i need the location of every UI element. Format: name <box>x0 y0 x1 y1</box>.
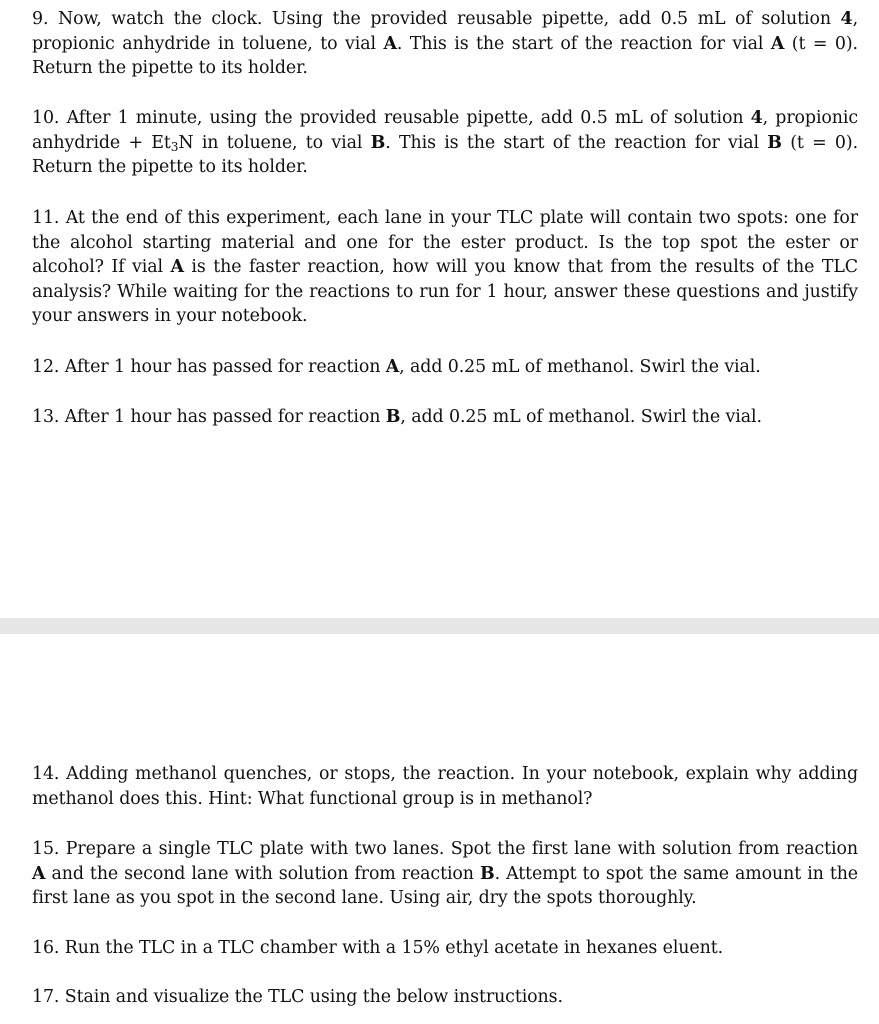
step-14: 14. Adding methanol quenches, or stops, the reaction. In your notebook, explain why adding methanol does this. Hint: What functional group is in methanol? <box>32 764 858 809</box>
step-9: 9. Now, watch the clock. Using the provided reusable pipette, add 0.5 mL of solution 4, propionic anhydride in toluene, to vial A. This is the start of the reaction for vial A (t = 0). Return the pipette to its holder. <box>32 9 858 78</box>
step-number: 11. <box>32 208 60 228</box>
step-number: 12. <box>32 357 60 377</box>
step-number: 13. <box>32 407 60 427</box>
step-number: 16. <box>32 938 60 958</box>
step-12: 12. After 1 hour has passed for reaction A, add 0.25 mL of methanol. Swirl the vial. <box>32 357 761 377</box>
step-10: 10. After 1 minute, using the provided reusable pipette, add 0.5 mL of solution 4, propionic anhydride + $Et_3N$ in toluene, to vial B. This is the start of the reaction for vial B (t = 0). Return the pipette to its holder. <box>32 108 859 177</box>
page-divider <box>0 618 879 634</box>
step-15: 15. Prepare a single TLC plate with two lanes. Spot the first lane with solution from reaction A and the second lane with solution from reaction B. Attempt to spot the same amount in the first lane as you spot in the second lane. Using air, dry the spots thoroughly. <box>32 839 858 908</box>
step-number: 14. <box>32 764 60 784</box>
document-page-lower <box>0 634 879 1024</box>
step-number: 10. <box>32 108 60 128</box>
step-16: 16. Run the TLC in a TLC chamber with a 15% ethyl acetate in hexanes eluent. <box>32 938 724 958</box>
step-number: 17. <box>32 987 60 1007</box>
step-17: 17. Stain and visualize the TLC using the below instructions. <box>32 987 563 1007</box>
step-number: 15. <box>32 839 60 859</box>
step-number: 9. <box>32 9 49 29</box>
step-13: 13. After 1 hour has passed for reaction B, add 0.25 mL of methanol. Swirl the vial. <box>32 407 762 427</box>
step-11: 11. At the end of this experiment, each lane in your TLC plate will contain two spots: one for the alcohol starting material and one for the ester product. Is the top spot the ester or alcohol? If vial A is the faster reaction, how will you know that from the results of the TLC analysis? While waiting for the reactions to run for 1 hour, answer these questions and justify your answers in your notebook. <box>32 208 859 326</box>
